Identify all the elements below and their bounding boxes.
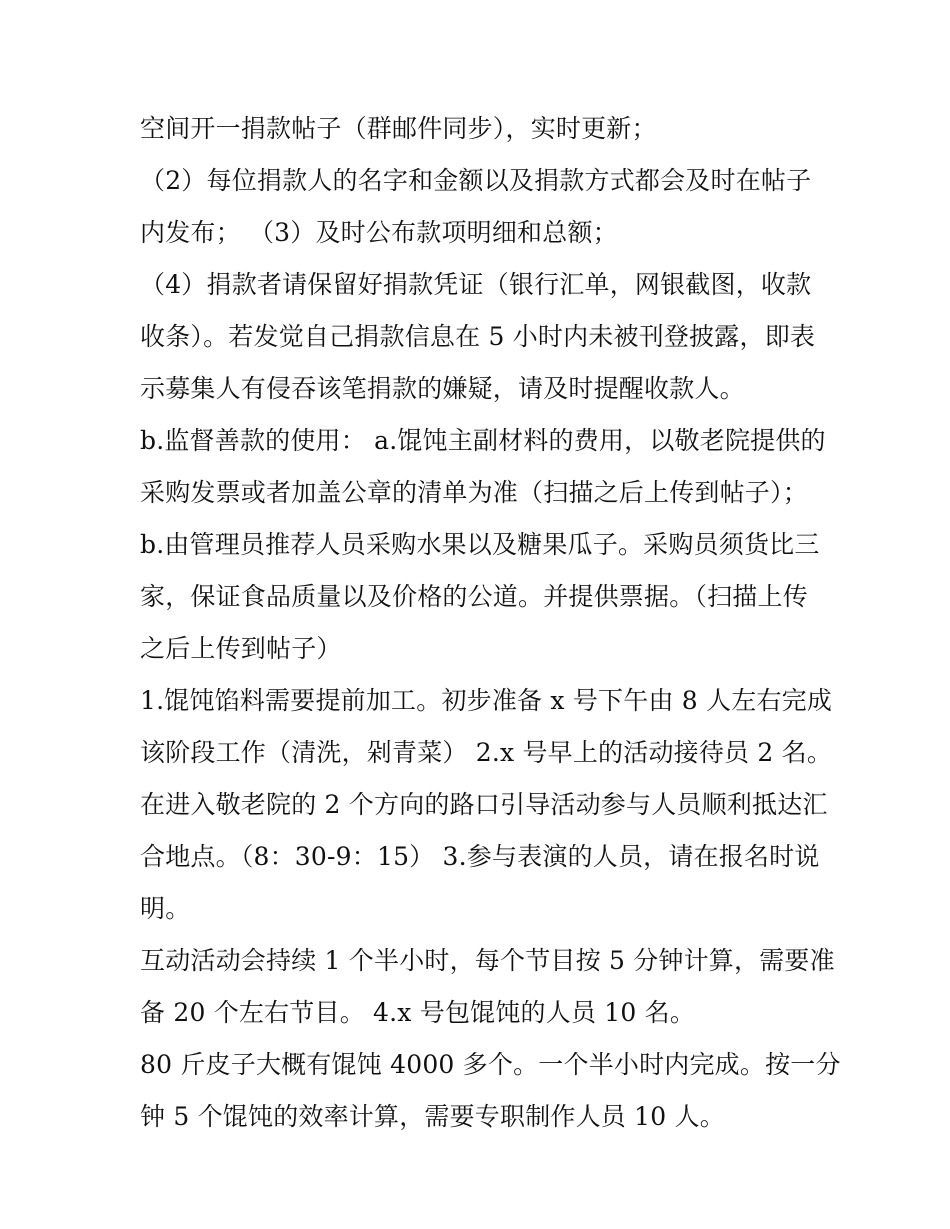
text-line: 互动活动会持续 1 个半小时，每个节目按 5 分钟计算，需要准 [140, 946, 835, 975]
text-line: 该阶段工作（清洗，剁青菜） 2.x 号早上的活动接待员 2 名。 [140, 738, 833, 767]
text-line: （2）每位捐款人的名字和金额以及捐款方式都会及时在帖子 [140, 166, 812, 195]
text-line: 1.馄饨馅料需要提前加工。初步准备 x 号下午由 8 人左右完成 [140, 686, 833, 715]
text-line: 钟 5 个馄饨的效率计算，需要专职制作人员 10 人。 [140, 1102, 725, 1131]
text-line: 采购发票或者加盖公章的清单为准（扫描之后上传到帖子）； [140, 478, 808, 507]
text-line: 家，保证食品质量以及价格的公道。并提供票据。（扫描上传 [140, 582, 808, 611]
text-line: b.监督善款的使用： a.馄饨主副材料的费用，以敬老院提供的 [140, 426, 826, 455]
text-line: 示募集人有侵吞该笔捐款的嫌疑，请及时提醒收款人。 [140, 374, 745, 403]
text-line: 在进入敬老院的 2 个方向的路口引导活动参与人员顺利抵达汇 [140, 790, 828, 819]
text-line: 内发布； （3）及时公布款项明细和总额； [140, 218, 618, 247]
text-line: 备 20 个左右节目。 4.x 号包馄饨的人员 10 名。 [140, 998, 696, 1027]
text-line: 明。 [140, 894, 191, 923]
text-line: 80 斤皮子大概有馄饨 4000 多个。一个半小时内完成。按一分 [140, 1050, 841, 1079]
text-line: 空间开一捐款帖子（群邮件同步），实时更新； [140, 114, 657, 143]
text-line: 之后上传到帖子） [140, 634, 342, 663]
text-line: b.由管理员推荐人员采购水果以及糖果瓜子。采购员须货比三 [140, 530, 820, 559]
text-line: 合地点。（8：30-9：15） 3.参与表演的人员，请在报名时说 [140, 842, 820, 871]
text-line: （4）捐款者请保留好捐款凭证（银行汇单，网银截图，收款 [140, 270, 812, 299]
text-line: 收条）。若发觉自己捐款信息在 5 小时内未被刊登披露，即表 [140, 322, 816, 351]
